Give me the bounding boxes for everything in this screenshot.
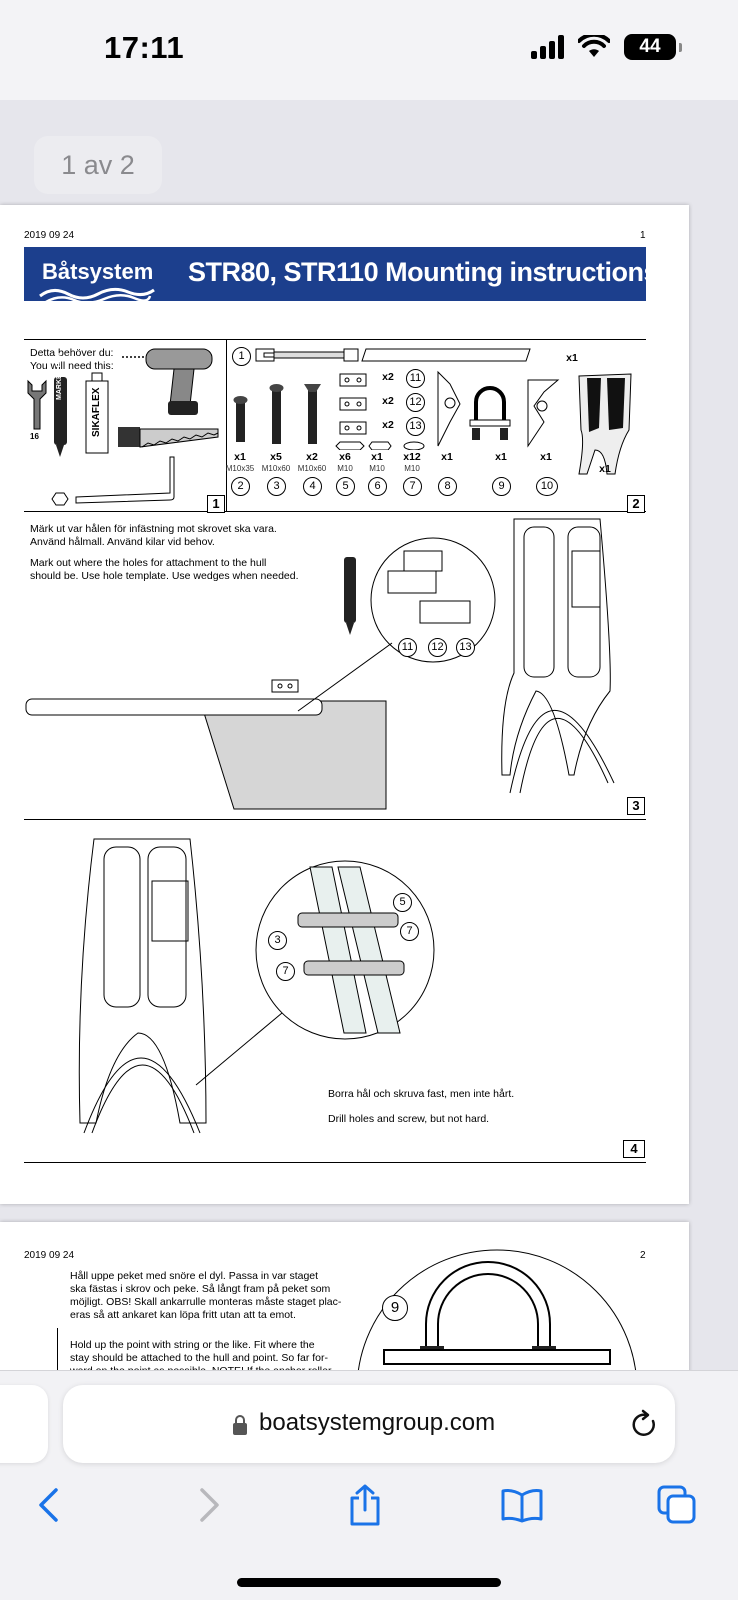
step3-text-sv: Använd hålmall. Använd kilar vid behov. (30, 536, 215, 548)
step5-text-sv: ska fästas i skrov och peke. Så långt fram på peket som (70, 1283, 331, 1295)
divider (24, 339, 646, 340)
part-quantity: x1 (540, 451, 552, 463)
step5-text-sv: Håll uppe peket med snöre el dyl. Passa in var staget (70, 1270, 319, 1282)
part-number: 10 (536, 477, 558, 496)
u-bolt-icon (470, 388, 510, 440)
page-counter: 1 av 2 (34, 136, 162, 194)
nut-icon (336, 442, 364, 450)
callout-number: 7 (400, 922, 419, 941)
part-size: M10 (404, 464, 420, 473)
step4-text-en: Drill holes and screw, but not hard. (328, 1113, 490, 1125)
url-text[interactable]: boatsystemgroup.com (259, 1409, 496, 1436)
company-web: www.batsystem.se, info@batsystem.se (188, 311, 347, 321)
part-number: 4 (303, 477, 322, 496)
cellular-signal-icon (531, 35, 564, 59)
plate-quantity: x2 (382, 371, 394, 383)
lock-icon (232, 1414, 248, 1436)
home-indicator (237, 1578, 501, 1587)
part-number: 6 (368, 477, 387, 496)
part-quantity: x1 (495, 451, 507, 463)
threaded-rod-illustration (254, 345, 544, 367)
document-page-1 (0, 205, 689, 1204)
share-icon (348, 1484, 382, 1526)
step5-text-en: Hold up the point with string or the like. Fit where the (70, 1339, 315, 1351)
step4-text-sv: Borra hål och skruva fast, men inte hårt. (328, 1088, 515, 1100)
step5-text-sv: möjligt. OBS! Skall ankarrulle monteras måste staget plac- (70, 1296, 342, 1308)
part-size: M10 (337, 464, 353, 473)
bolt-icon (304, 384, 321, 444)
previous-tab-preview[interactable] (0, 1385, 48, 1463)
part-number: 11 (406, 369, 425, 388)
step3-text-en: should be. Use hole template. Use wedges when needed. (30, 570, 299, 582)
callout-number: 13 (456, 638, 475, 657)
callout-number: 3 (268, 931, 287, 950)
callout-number: 7 (276, 962, 295, 981)
page-number: 1 (640, 230, 646, 241)
bracket-icon (438, 372, 460, 446)
rod-quantity: x1 (566, 352, 578, 364)
divider (24, 511, 646, 512)
divider (226, 339, 227, 511)
status-bar (0, 0, 738, 100)
hex-icon (52, 493, 68, 505)
page-number: 2 (640, 1250, 646, 1261)
part-quantity: x2 (306, 451, 318, 463)
page-date: 2019 09 24 (24, 1250, 75, 1261)
step-1-badge: 1 (207, 495, 225, 513)
marker-pen-icon (344, 557, 356, 623)
part-size: M10x35 (225, 464, 255, 473)
step-3-badge: 3 (627, 797, 645, 815)
document-title: STR80, STR110 Mounting instructions (188, 257, 659, 287)
need-text-sv: Detta behöver du: (30, 347, 114, 359)
browser-toolbar (0, 1460, 738, 1550)
callout-number: 11 (398, 638, 417, 657)
part-number: 9 (492, 477, 511, 496)
status-time: 17:11 (104, 30, 185, 65)
part-number: 12 (406, 393, 425, 412)
share-button[interactable] (340, 1480, 390, 1530)
washer-icon (404, 442, 424, 450)
saw-icon (118, 427, 218, 447)
forward-button[interactable] (184, 1480, 234, 1530)
status-icons (531, 34, 676, 60)
part-quantity: x1 (371, 451, 383, 463)
part-size: M10 (369, 464, 385, 473)
wifi-icon (578, 35, 610, 59)
step3-text-en: Mark out where the holes for attachment to the hull (30, 557, 267, 569)
bookmarks-button[interactable] (497, 1480, 547, 1530)
marker-label: MARKER PEN (56, 352, 63, 400)
plate-icon (340, 398, 366, 410)
chevron-left-icon (36, 1487, 62, 1523)
brand-logo: Båtsystem (42, 259, 154, 284)
step-4-badge: 4 (623, 1140, 645, 1158)
tabs-button[interactable] (652, 1480, 702, 1530)
waves-icon (38, 284, 156, 304)
step5-text-en: stay should be attached to the hull and point. So far for- (70, 1352, 328, 1364)
bracket-icon (528, 380, 558, 446)
step-2-badge: 2 (627, 495, 645, 513)
part-quantity: x5 (270, 451, 282, 463)
part-quantity: x6 (339, 451, 351, 463)
bolt-icon (270, 384, 284, 444)
part-quantity: x1 (441, 451, 453, 463)
allen-key-icon (76, 457, 174, 503)
callout-number: 9 (382, 1295, 408, 1321)
address-bar[interactable] (63, 1385, 675, 1463)
divider (24, 1162, 646, 1163)
back-button[interactable] (24, 1480, 74, 1530)
bolt-icon (234, 396, 248, 442)
reload-icon[interactable] (629, 1409, 659, 1439)
step4-illustration (60, 833, 460, 1153)
book-icon (500, 1487, 544, 1523)
stem-quantity: x1 (599, 463, 611, 475)
part-number: 8 (438, 477, 457, 496)
plate-quantity: x2 (382, 395, 394, 407)
part-number: 13 (406, 417, 425, 436)
step3-text-sv: Märk ut var hålen för infästning mot skrovet ska vara. (30, 523, 277, 535)
drill-icon (122, 349, 212, 415)
wrench-icon (28, 381, 46, 429)
tabs-icon (657, 1485, 697, 1525)
part-number: 7 (403, 477, 422, 496)
company-address: Båtsystem AB, Traneredsvägen 112, 426 53 Västra Frölunda, Tel: 031-69 03 80, Fax: 031-690097 (188, 300, 571, 310)
part-size: M10x60 (297, 464, 327, 473)
chevron-right-icon (196, 1487, 222, 1523)
callout-number: 12 (428, 638, 447, 657)
battery-icon: 44 (624, 34, 676, 60)
sikaflex-label: SIKAFLEX (91, 387, 102, 437)
plate-icon (340, 422, 366, 434)
step5-text-sv: eras så att ankaret kan löpa fritt utan att ta emot. (70, 1309, 296, 1321)
nut-icon (369, 442, 391, 450)
divider (24, 819, 646, 820)
page-date: 2019 09 24 (24, 230, 75, 241)
callout-number: 5 (393, 893, 412, 912)
need-text-en: You will need this: (30, 360, 114, 372)
header-banner (24, 247, 659, 301)
part-size: M10x60 (261, 464, 291, 473)
part-number: 3 (267, 477, 286, 496)
plate-icon (340, 374, 366, 386)
part-number: 5 (336, 477, 355, 496)
part-number: 1 (232, 347, 251, 366)
part-quantity: x1 (234, 451, 246, 463)
wrench-size: 16 (30, 432, 39, 441)
step3-illustration (24, 513, 646, 813)
part-number: 2 (231, 477, 250, 496)
part-quantity: x12 (403, 451, 421, 463)
plate-quantity: x2 (382, 419, 394, 431)
